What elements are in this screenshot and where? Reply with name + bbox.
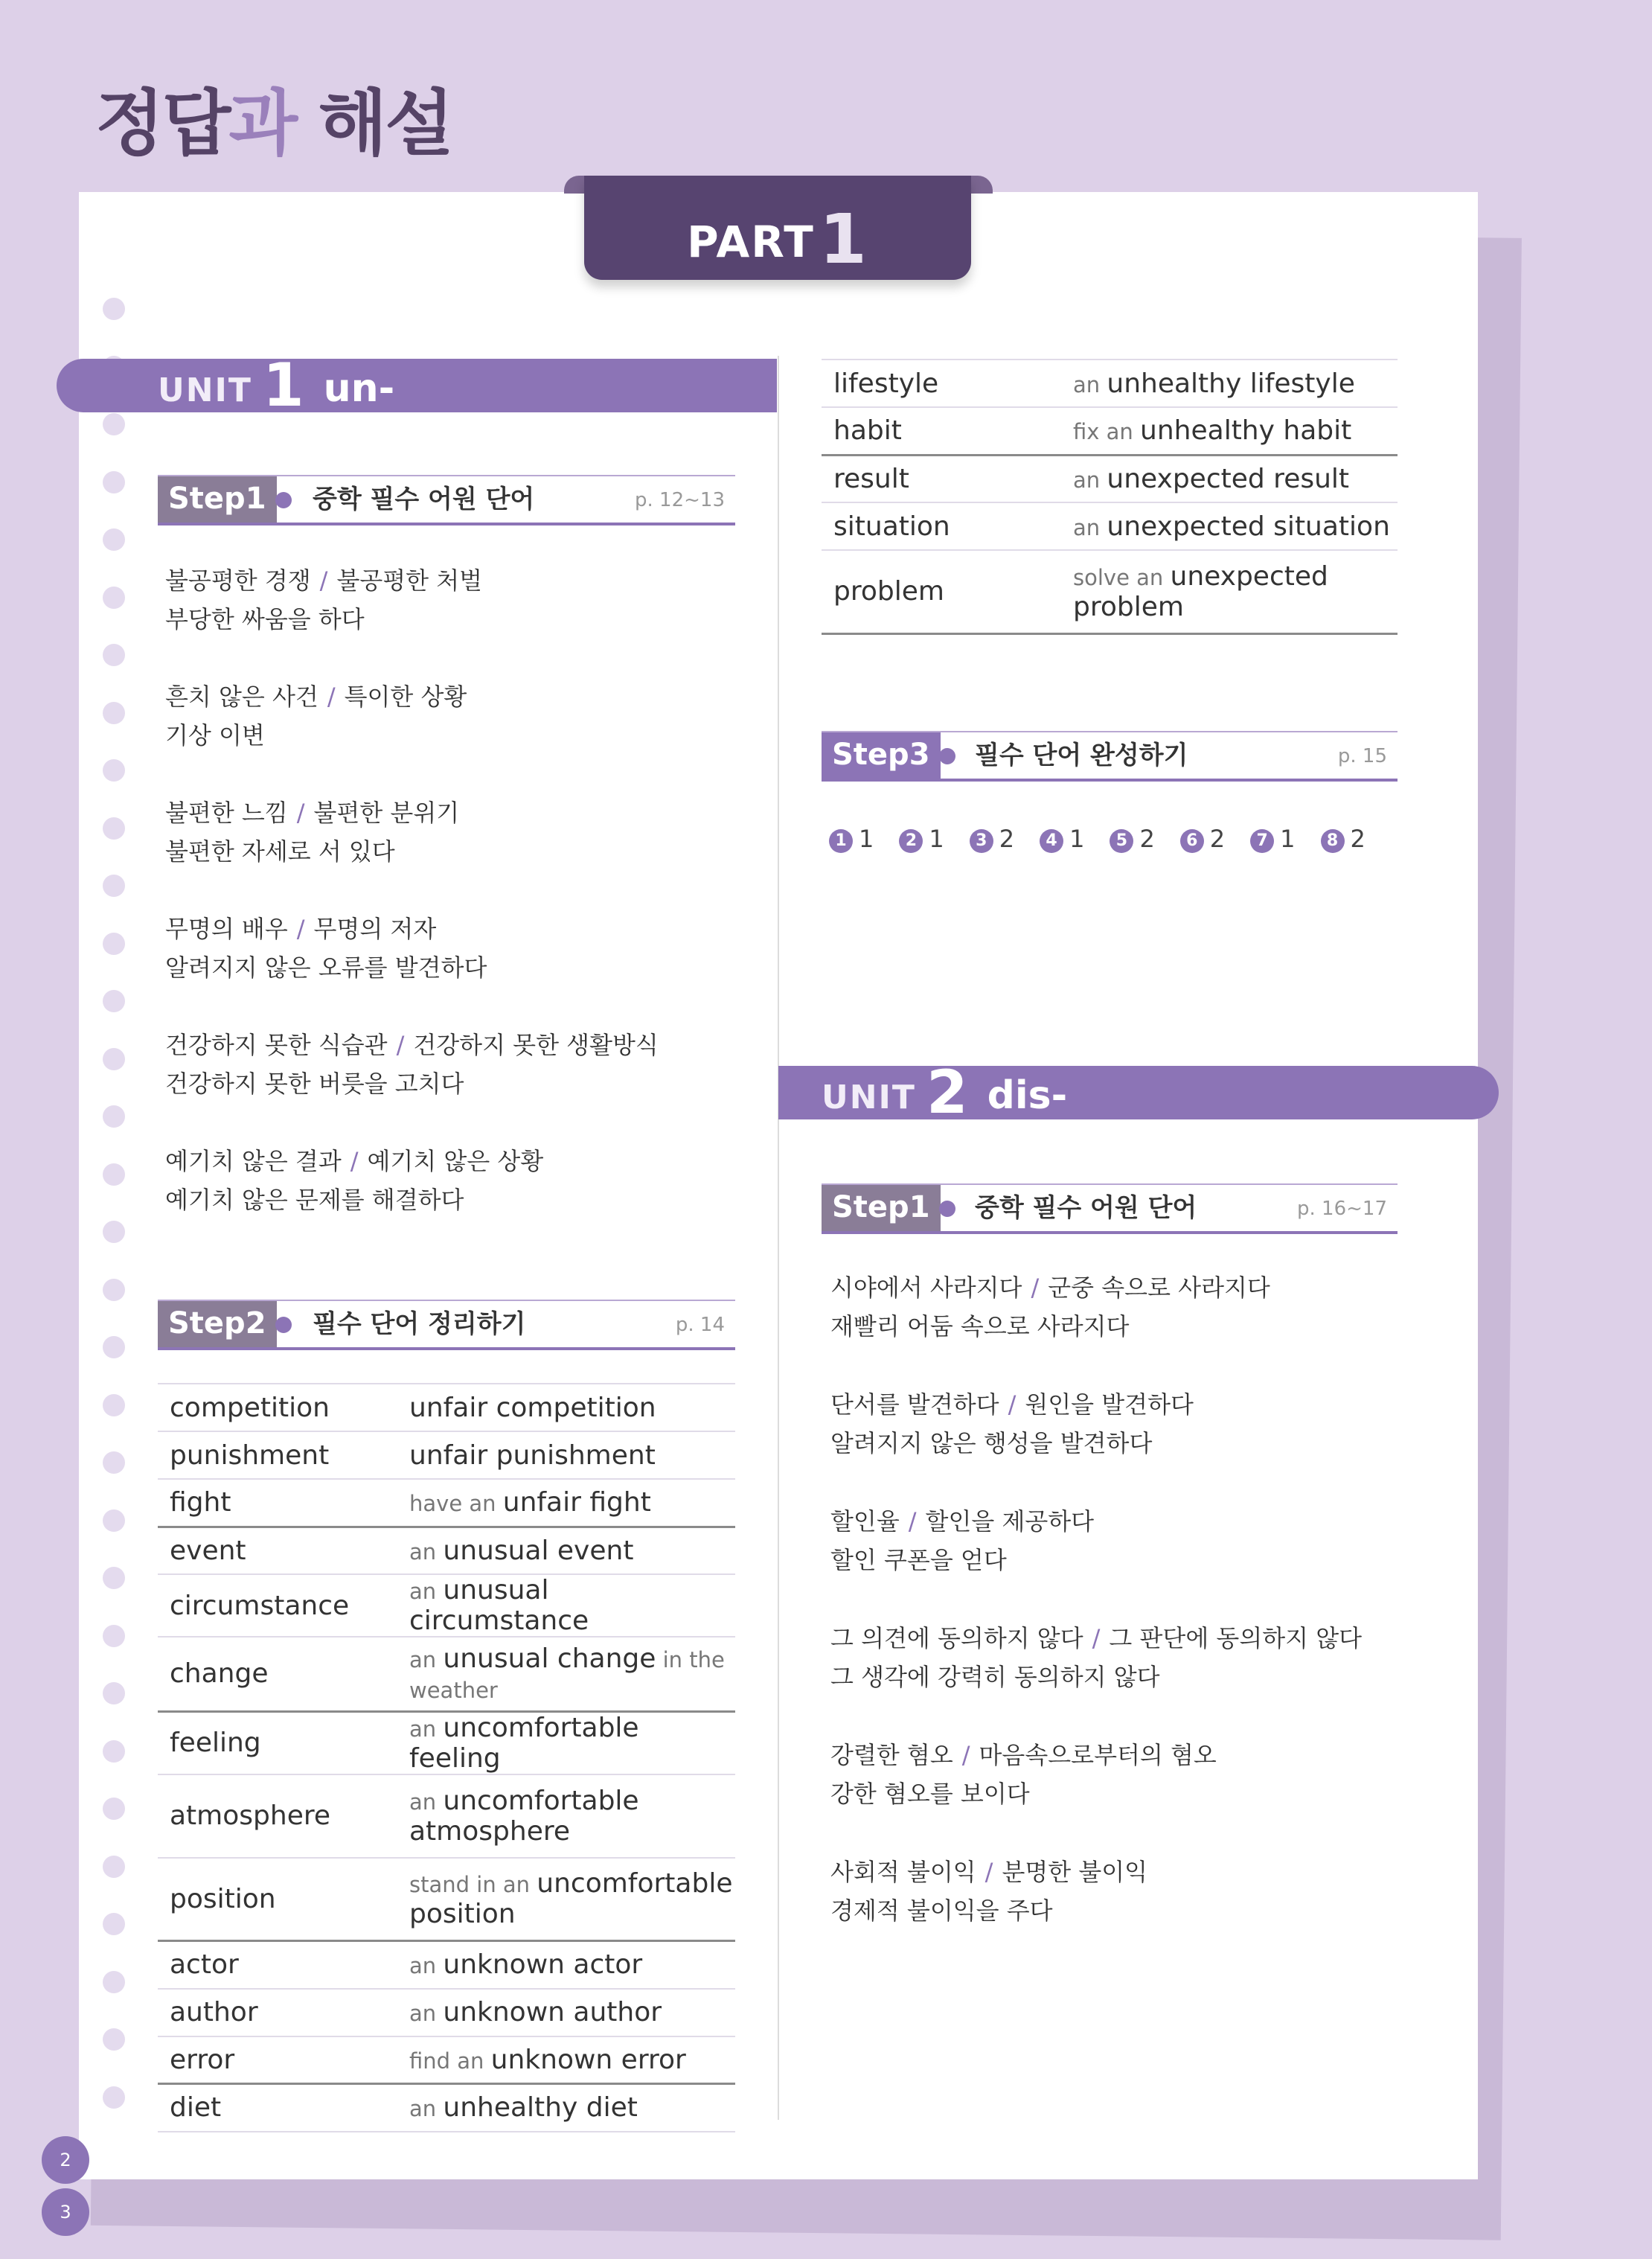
page-title: 정답과 해설 <box>95 82 452 165</box>
binder-hole <box>103 1394 125 1416</box>
separator: / <box>327 683 336 711</box>
vocab-table-right <box>822 359 1398 635</box>
vocab-phrase <box>397 1941 735 1989</box>
binder-hole <box>103 702 125 724</box>
phrase-line <box>165 793 459 832</box>
phrase-main: unhealthy habit <box>1140 415 1352 447</box>
vocab-word: change <box>158 1637 397 1711</box>
binder-hole <box>103 1913 125 1935</box>
phrase-prefix: solve an <box>1073 564 1171 590</box>
answer-item <box>1180 825 1225 853</box>
phrase-main: unhealthy lifestyle <box>1107 368 1355 399</box>
binder-hole <box>103 817 125 840</box>
phrase-main: unexpected problem <box>1073 560 1328 622</box>
question-number: 3 <box>970 829 993 853</box>
binder-hole <box>103 1336 125 1358</box>
vocab-word: problem <box>822 550 1061 633</box>
part-label: PART1 <box>687 199 868 279</box>
table-row <box>158 1527 735 1574</box>
step-title: 중학 필수 어원 단어 <box>313 485 535 514</box>
separator: / <box>1092 1624 1101 1652</box>
phrase-prefix: an <box>409 1579 444 1604</box>
phrase-line <box>165 561 482 600</box>
answer-item <box>899 825 944 853</box>
vocab-phrase <box>397 1858 735 1941</box>
page-reference: p. 16~17 <box>1297 1198 1387 1220</box>
vocab-word: feeling <box>158 1711 397 1774</box>
question-number: 2 <box>899 829 923 853</box>
table-row <box>158 1989 735 2036</box>
phrase-prefix: have an <box>409 1491 503 1517</box>
phrase-text: 마음속으로부터의 혐오 <box>979 1741 1217 1769</box>
phrase-line: 경제적 불이익을 주다 <box>830 1897 1053 1925</box>
vocab-phrase <box>397 1637 735 1711</box>
phrase-main: unusual change <box>443 1643 656 1674</box>
phrase-text: 건강하지 못한 생활방식 <box>413 1031 659 1059</box>
phrase-line <box>165 677 467 716</box>
phrase-text: 군중 속으로 사라지다 <box>1048 1274 1270 1302</box>
binder-hole <box>103 471 125 493</box>
phrase-text: 불편한 느낌 <box>165 799 288 827</box>
page-reference: p. 15 <box>1337 745 1387 767</box>
question-number: 6 <box>1180 829 1204 853</box>
vocab-word: fight <box>158 1479 397 1527</box>
phrase-text: 시야에서 사라지다 <box>830 1274 1022 1302</box>
bullet-icon <box>939 748 955 764</box>
unit2-step1-header <box>822 1183 1398 1234</box>
vocab-word: author <box>158 1989 397 2036</box>
phrase-prefix: an <box>409 1539 444 1565</box>
vocab-table-left <box>158 1383 735 2132</box>
vocab-word: position <box>158 1858 397 1941</box>
phrase-line: 건강하지 못한 버릇을 고치다 <box>165 1070 464 1098</box>
separator: / <box>908 1507 917 1536</box>
answer-value: 1 <box>859 825 874 853</box>
vocab-phrase <box>1061 360 1398 407</box>
binder-hole <box>103 2028 125 2051</box>
vocab-word: event <box>158 1527 397 1574</box>
binder-hole <box>103 933 125 955</box>
vocab-phrase <box>397 1527 735 1574</box>
separator: / <box>319 566 328 595</box>
vocab-phrase <box>397 2036 735 2084</box>
separator: / <box>985 1858 993 1886</box>
separator: / <box>350 1147 359 1175</box>
phrase-line: 할인 쿠폰을 얻다 <box>830 1546 1007 1574</box>
answer-item <box>1110 825 1154 853</box>
answer-list <box>829 825 1391 853</box>
vocab-word: diet <box>158 2084 397 2132</box>
answer-item <box>1321 825 1366 853</box>
binder-hole <box>103 1856 125 1878</box>
binder-hole <box>103 1971 125 1993</box>
vocab-phrase <box>397 1989 735 2036</box>
phrase-text: 건강하지 못한 식습관 <box>165 1031 388 1059</box>
phrase-text: 무명의 저자 <box>313 915 437 943</box>
vocab-phrase <box>1061 502 1398 550</box>
answer-value: 2 <box>1350 825 1366 853</box>
vocab-word: punishment <box>158 1431 397 1479</box>
step-title: 필수 단어 정리하기 <box>313 1309 526 1339</box>
vocab-phrase <box>397 1384 735 1431</box>
answer-item <box>970 825 1014 853</box>
page-reference: p. 12~13 <box>635 489 725 511</box>
phrase-text: 할인율 <box>830 1507 900 1536</box>
phrase-prefix: an <box>409 1646 444 1672</box>
bullet-icon <box>275 492 292 508</box>
phrase-line: 그 생각에 강력히 동의하지 않다 <box>830 1663 1160 1691</box>
vocab-word: habit <box>822 407 1061 455</box>
step-title: 필수 단어 완성하기 <box>975 741 1188 770</box>
phrase-text: 그 판단에 동의하지 않다 <box>1109 1624 1363 1652</box>
phrase-text: 분명한 불이익 <box>1002 1858 1148 1886</box>
phrase-prefix: an <box>409 1953 444 1979</box>
phrase-line <box>830 1385 1194 1424</box>
unit1-step3-header <box>822 731 1398 782</box>
binder-hole <box>103 587 125 609</box>
phrase-prefix: an <box>409 2096 444 2122</box>
phrase-prefix: an <box>409 1716 444 1742</box>
binder-hole <box>103 528 125 551</box>
binder-hole <box>103 1451 125 1474</box>
step-label: Step2 <box>158 1301 277 1347</box>
answer-item <box>1040 825 1084 853</box>
binder-hole <box>103 1798 125 1820</box>
phrase-main: unknown error <box>490 2044 686 2075</box>
phrase-line: 알려지지 않은 행성을 발견하다 <box>830 1429 1153 1457</box>
table-row <box>158 1941 735 1989</box>
answer-value: 2 <box>1209 825 1226 853</box>
phrase-main: unfair fight <box>502 1487 651 1518</box>
question-number: 7 <box>1250 829 1274 853</box>
answer-value: 1 <box>1069 825 1085 853</box>
binder-hole <box>103 1221 125 1243</box>
step-title: 중학 필수 어원 단어 <box>975 1193 1197 1223</box>
phrase-main: unfair competition <box>409 1392 656 1423</box>
phrase-line: 재빨리 어둠 속으로 사라지다 <box>830 1312 1130 1341</box>
vocab-word: result <box>822 455 1061 502</box>
phrase-text: 사회적 불이익 <box>830 1858 976 1886</box>
page-number-right: 3 <box>42 2188 89 2236</box>
vocab-word: actor <box>158 1941 397 1989</box>
answer-value: 1 <box>929 825 944 853</box>
phrase-text: 불공평한 처벌 <box>336 566 483 595</box>
phrase-text: 예기치 않은 상황 <box>367 1147 544 1175</box>
phrase-main: uncomfortable atmosphere <box>409 1785 639 1847</box>
phrase-main: unexpected situation <box>1107 511 1390 542</box>
phrase-main: uncomfortable feeling <box>409 1712 639 1774</box>
vocab-phrase <box>397 2084 735 2132</box>
phrase-prefix: an <box>1073 371 1107 397</box>
binder-hole <box>103 875 125 897</box>
table-row <box>158 1479 735 1527</box>
phrase-text: 예기치 않은 결과 <box>165 1147 342 1175</box>
phrase-prefix: an <box>1073 514 1107 540</box>
binder-hole <box>103 1279 125 1301</box>
phrase-text: 흔치 않은 사건 <box>165 683 318 711</box>
vocab-phrase <box>1061 407 1398 455</box>
vocab-word: competition <box>158 1384 397 1431</box>
table-row <box>158 2036 735 2084</box>
column-divider <box>778 356 779 2120</box>
vocab-phrase <box>397 1774 735 1858</box>
table-row <box>158 1774 735 1858</box>
binder-hole <box>103 1625 125 1647</box>
phrase-text: 강렬한 혐오 <box>830 1741 953 1769</box>
phrase-line: 예기치 않은 문제를 해결하다 <box>165 1186 464 1214</box>
bullet-icon <box>275 1317 292 1333</box>
phrase-text: 단서를 발견하다 <box>830 1390 999 1419</box>
binder-hole <box>103 990 125 1012</box>
answer-item <box>829 825 874 853</box>
page-number-left: 2 <box>42 2136 89 2184</box>
binder-hole <box>103 759 125 782</box>
binder-hole <box>103 1682 125 1704</box>
phrase-prefix: an <box>409 2001 444 2026</box>
phrase-line <box>830 1736 1217 1774</box>
binder-hole <box>103 1740 125 1763</box>
binder-hole <box>103 298 125 320</box>
table-row <box>158 1574 735 1637</box>
binder-hole <box>103 1105 125 1128</box>
phrase-main: unknown actor <box>443 1949 643 1981</box>
vocab-phrase <box>397 1574 735 1637</box>
table-row <box>158 1858 735 1941</box>
step-label: Step1 <box>822 1185 941 1231</box>
phrase-line <box>165 910 436 948</box>
vocab-word: situation <box>822 502 1061 550</box>
phrase-line <box>830 1268 1270 1307</box>
vocab-word: atmosphere <box>158 1774 397 1858</box>
phrase-main: unusual circumstance <box>409 1575 589 1636</box>
unit1-step2-header <box>158 1300 735 1350</box>
answer-value: 2 <box>999 825 1015 853</box>
phrase-main: uncomfortable position <box>409 1868 733 1930</box>
step-label: Step1 <box>158 476 277 523</box>
binder-hole <box>103 644 125 666</box>
separator: / <box>296 915 305 943</box>
separator: / <box>961 1741 970 1769</box>
vocab-phrase <box>397 1711 735 1774</box>
binder-hole <box>103 1048 125 1070</box>
phrase-line: 강한 혐오를 보이다 <box>830 1780 1030 1808</box>
question-number: 8 <box>1321 829 1345 853</box>
phrase-line <box>830 1619 1362 1658</box>
phrase-main: unusual event <box>443 1535 634 1566</box>
step-label: Step3 <box>822 732 941 779</box>
phrase-line: 불편한 자세로 서 있다 <box>165 837 395 866</box>
vocab-word: error <box>158 2036 397 2084</box>
phrase-line <box>830 1502 1094 1541</box>
table-row <box>158 1384 735 1431</box>
phrase-line: 알려지지 않은 오류를 발견하다 <box>165 953 487 982</box>
vocab-word: lifestyle <box>822 360 1061 407</box>
table-row <box>822 502 1398 550</box>
vocab-word: circumstance <box>158 1574 397 1637</box>
phrase-text: 그 의견에 동의하지 않다 <box>830 1624 1083 1652</box>
answer-item <box>1250 825 1295 853</box>
unit-2-banner: UNIT 2 dis- <box>778 1066 1499 1119</box>
binder-hole <box>103 1509 125 1532</box>
separator: / <box>296 799 305 827</box>
phrase-suffix: in the weather <box>409 1646 725 1703</box>
phrase-line <box>830 1853 1147 1891</box>
phrase-prefix: stand in an <box>409 1872 537 1898</box>
phrase-line <box>165 1142 543 1180</box>
answer-value: 2 <box>1139 825 1155 853</box>
question-number: 1 <box>829 829 853 853</box>
phrase-main: unknown author <box>443 1997 662 2028</box>
phrase-prefix: an <box>409 1789 444 1815</box>
phrase-prefix: fix an <box>1073 419 1141 445</box>
separator: / <box>396 1031 405 1059</box>
vocab-phrase <box>397 1479 735 1527</box>
table-row <box>158 1431 735 1479</box>
phrase-line: 부당한 싸움을 하다 <box>165 605 365 633</box>
phrase-prefix: an <box>1073 467 1107 493</box>
phrase-text: 무명의 배우 <box>165 915 288 943</box>
table-row <box>158 2084 735 2132</box>
binder-hole <box>103 2086 125 2109</box>
separator: / <box>1031 1274 1040 1302</box>
answer-value: 1 <box>1280 825 1296 853</box>
phrase-text: 불편한 분위기 <box>313 799 460 827</box>
phrase-line: 기상 이변 <box>165 721 265 750</box>
phrase-main: unfair punishment <box>409 1440 656 1471</box>
phrase-main: unhealthy diet <box>443 2092 638 2124</box>
phrase-text: 불공평한 경쟁 <box>165 566 311 595</box>
phrase-text: 원인을 발견하다 <box>1025 1390 1194 1419</box>
phrase-text: 할인을 제공하다 <box>925 1507 1095 1536</box>
phrase-line <box>165 1026 659 1064</box>
table-row <box>822 455 1398 502</box>
table-row <box>822 407 1398 455</box>
binder-hole <box>103 1163 125 1186</box>
phrase-text: 특이한 상황 <box>344 683 467 711</box>
phrase-prefix: find an <box>409 2048 491 2074</box>
table-row <box>158 1711 735 1774</box>
question-number: 4 <box>1040 829 1063 853</box>
vocab-phrase <box>397 1431 735 1479</box>
question-number: 5 <box>1110 829 1133 853</box>
separator: / <box>1008 1390 1017 1419</box>
table-row <box>158 1637 735 1711</box>
page-reference: p. 14 <box>675 1314 725 1336</box>
binder-hole <box>103 413 125 435</box>
phrase-main: unexpected result <box>1107 463 1350 494</box>
vocab-phrase <box>1061 550 1398 633</box>
binder-hole <box>103 1567 125 1589</box>
vocab-phrase <box>1061 455 1398 502</box>
table-row <box>822 550 1398 633</box>
unit-1-banner: UNIT 1 un- <box>57 359 777 412</box>
table-row <box>822 360 1398 407</box>
bullet-icon <box>939 1201 955 1217</box>
unit1-step1-header <box>158 475 735 525</box>
